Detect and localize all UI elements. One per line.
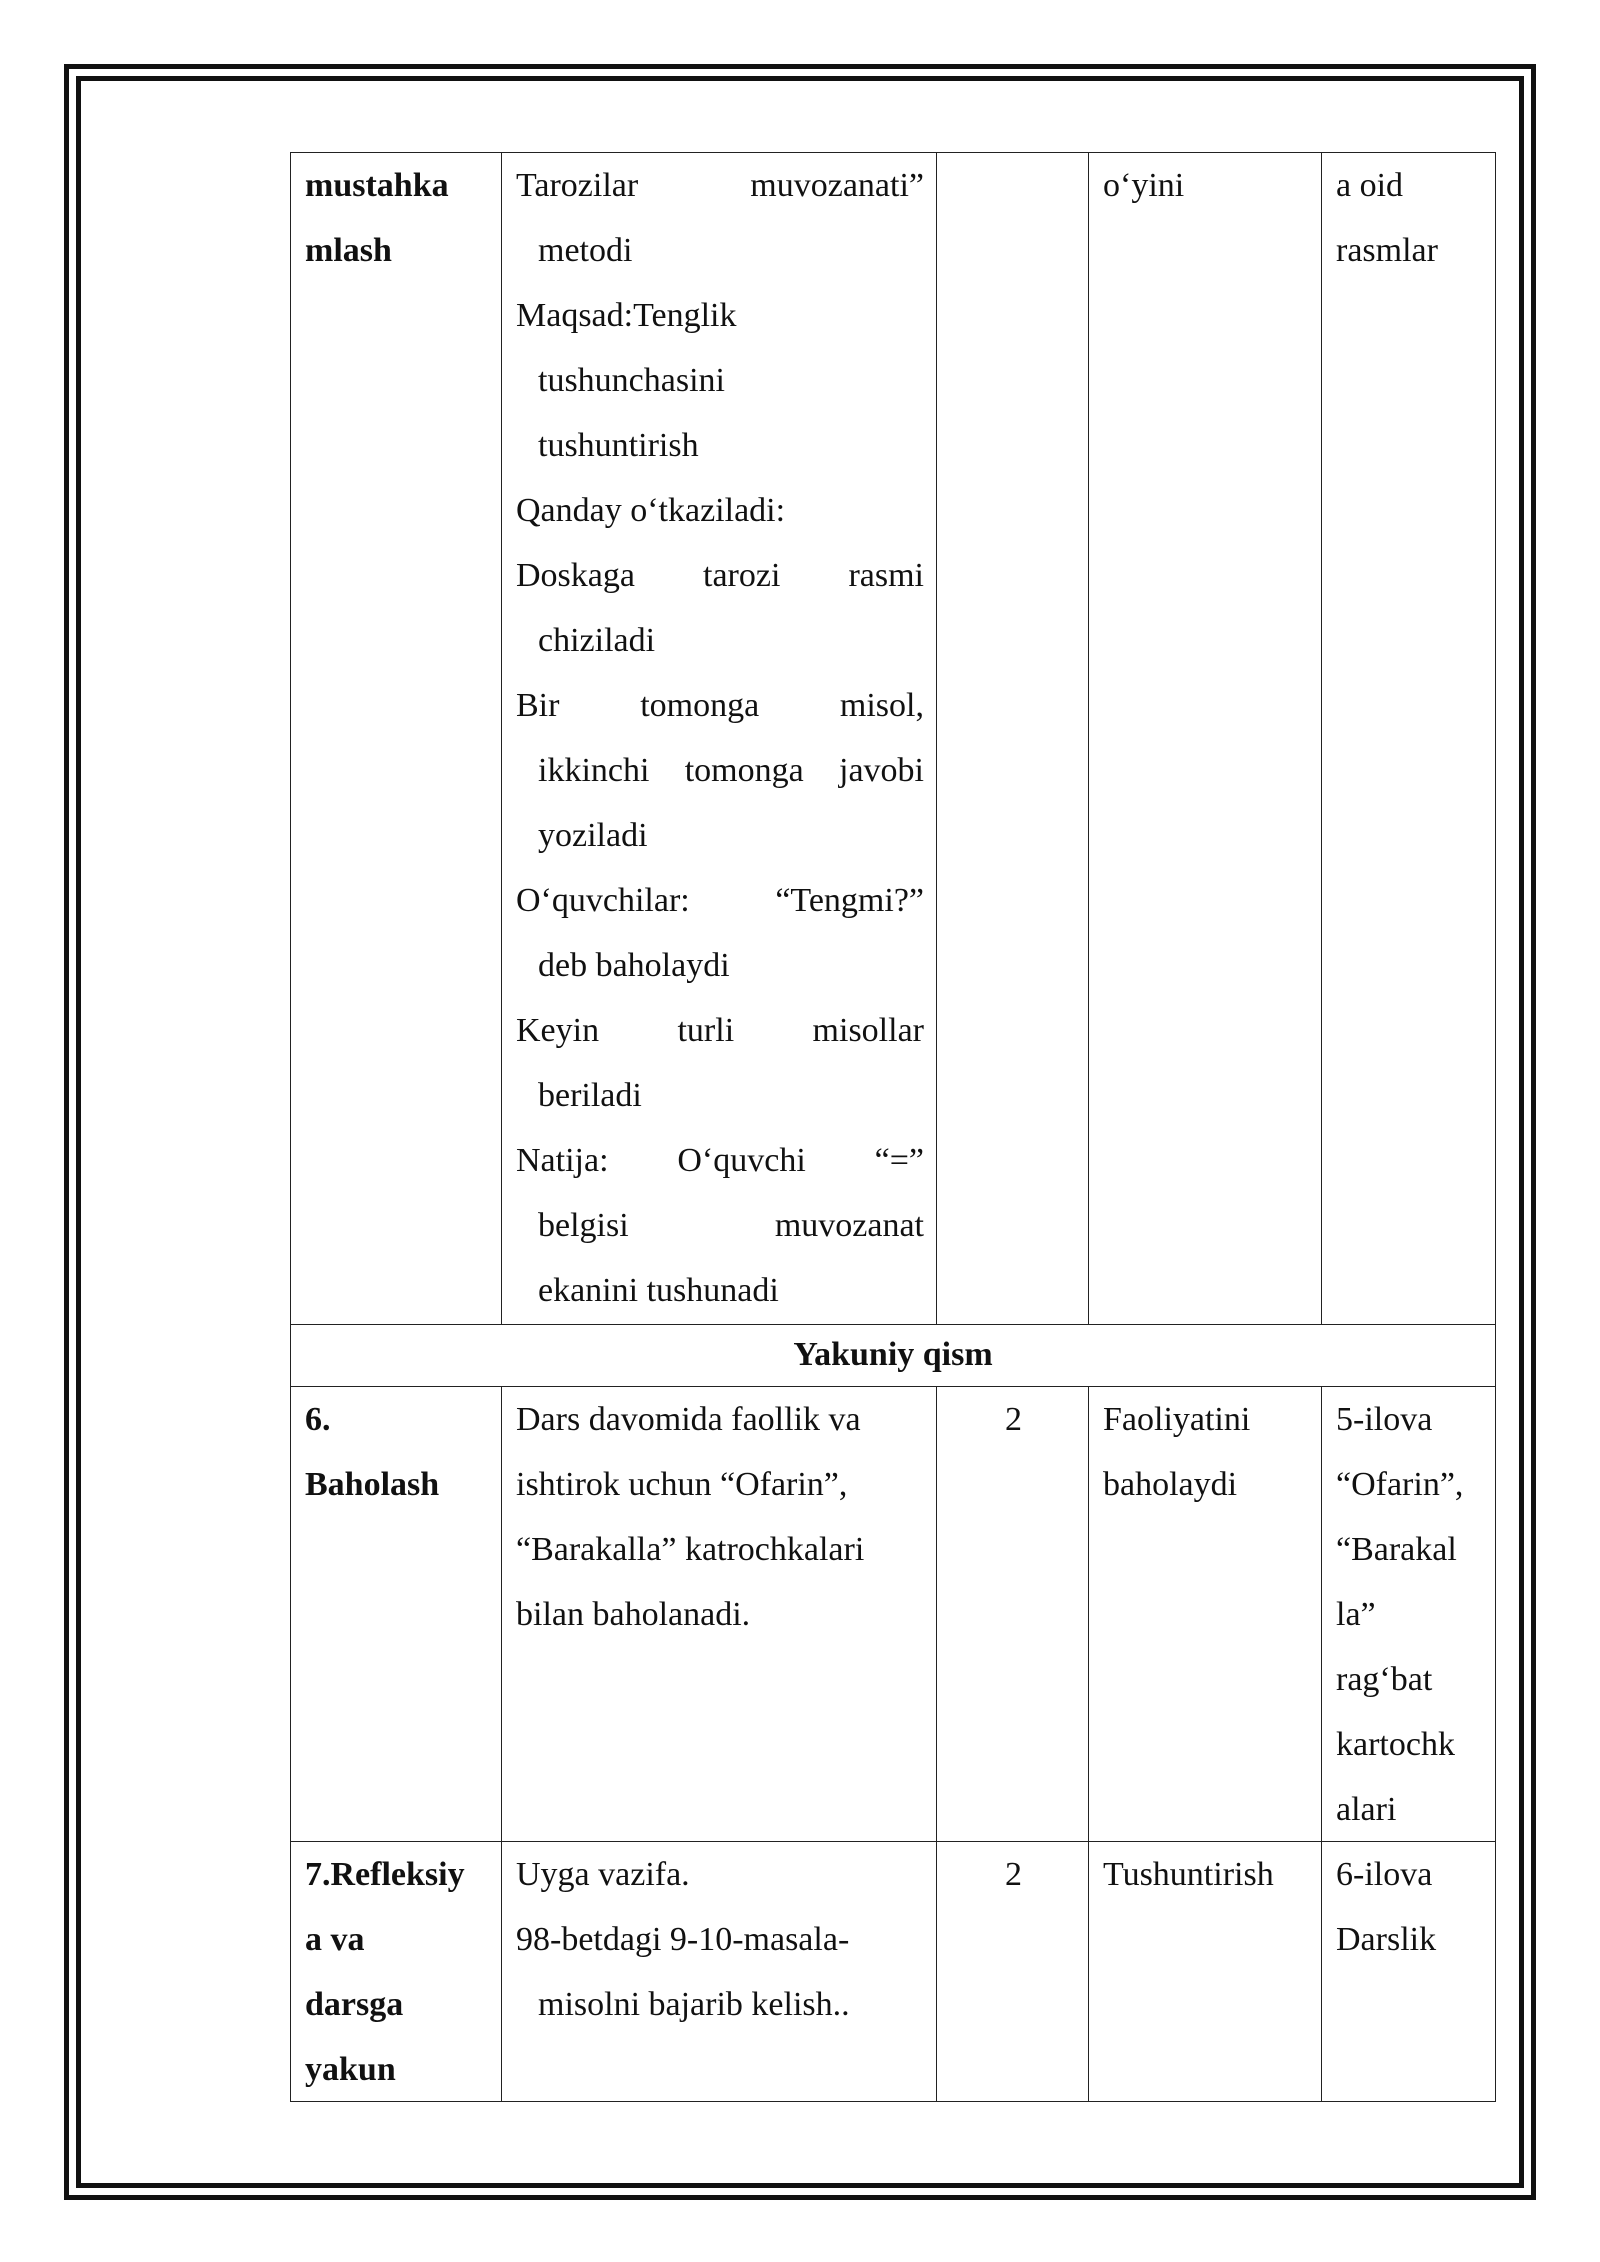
resources-line: a oid <box>1336 167 1404 204</box>
method-line-12: O‘quvchilar: “Tengmi?” <box>516 882 924 919</box>
method-line-11: yoziladi <box>538 817 648 854</box>
method-line-15: beriladi <box>538 1077 642 1114</box>
stage-text-line: 6. <box>305 1401 331 1438</box>
resources-line: 5-ilova <box>1336 1401 1433 1438</box>
teacher-cell-reinforcement <box>1088 152 1322 1325</box>
activity-line: misolni bajarib kelish.. <box>538 1986 850 2023</box>
activity-cell-reflection <box>501 1841 937 2102</box>
activity-line: Dars davomida faollik va <box>516 1401 861 1438</box>
teacher-text: o‘yini <box>1103 167 1185 204</box>
stage-text-line: mustahka <box>305 167 449 204</box>
method-line-14: Keyin turli misollar <box>516 1012 924 1049</box>
stage-text-line: 7.Refleksiy <box>305 1856 465 1893</box>
resources-line: Darslik <box>1336 1921 1437 1958</box>
method-line-6: Qanday o‘tkaziladi: <box>516 492 786 529</box>
activity-line: ishtirok uchun “Ofarin”, <box>516 1466 848 1503</box>
activity-line: 98-betdagi 9-10-masala- <box>516 1921 850 1958</box>
activity-line: “Barakalla” katrochkalari <box>516 1531 865 1568</box>
stage-text-line: yakun <box>305 2051 396 2088</box>
method-cell-scales <box>501 152 937 1325</box>
resources-cell-reinforcement <box>1321 152 1496 1325</box>
stage-text-line: Baholash <box>305 1466 440 1503</box>
activity-line: Uyga vazifa. <box>516 1856 690 1893</box>
time-value: 2 <box>1005 1856 1022 1893</box>
resources-line: la” <box>1336 1596 1376 1633</box>
time-cell-evaluation <box>936 1386 1089 1842</box>
method-line-18: ekanini tushunadi <box>538 1272 779 1309</box>
method-line-3: Maqsad:Tenglik <box>516 297 737 334</box>
method-line-17: belgisi muvozanat <box>538 1207 924 1244</box>
resources-line: alari <box>1336 1791 1397 1828</box>
stage-text-line: darsga <box>305 1986 404 2023</box>
method-line-9: Bir tomonga misol, <box>516 687 924 724</box>
resources-line: rasmlar <box>1336 232 1438 269</box>
teacher-cell-reflection <box>1088 1841 1322 2102</box>
stage-text-line: a va <box>305 1921 365 1958</box>
method-line-5: tushuntirish <box>538 427 699 464</box>
resources-line: rag‘bat <box>1336 1661 1433 1698</box>
resources-cell-evaluation <box>1321 1386 1496 1842</box>
resources-cell-reflection <box>1321 1841 1496 2102</box>
time-value: 2 <box>1005 1401 1022 1438</box>
method-line-10: ikkinchi tomonga javobi <box>538 752 924 789</box>
activity-cell-evaluation <box>501 1386 937 1842</box>
time-cell-reflection <box>936 1841 1089 2102</box>
teacher-text-line: Faoliyatini <box>1103 1401 1251 1438</box>
teacher-cell-evaluation <box>1088 1386 1322 1842</box>
resources-line: “Barakal <box>1336 1531 1457 1568</box>
lesson-plan-table <box>290 152 1496 2102</box>
method-line-16: Natija: O‘quvchi “=” <box>516 1142 924 1179</box>
stage-text-line: mlash <box>305 232 392 269</box>
stage-cell-evaluation <box>290 1386 502 1842</box>
teacher-text: Tushuntirish <box>1103 1856 1274 1893</box>
method-line-1: Tarozilar muvozanati” <box>516 167 924 204</box>
teacher-text-line: baholaydi <box>1103 1466 1238 1503</box>
method-line-13: deb baholaydi <box>538 947 730 984</box>
stage-cell-reflection <box>290 1841 502 2102</box>
time-value <box>951 153 1076 218</box>
resources-line: “Ofarin”, <box>1336 1466 1464 1503</box>
resources-line: kartochk <box>1336 1726 1455 1763</box>
section-header-final-part <box>290 1324 1496 1387</box>
method-line-8: chiziladi <box>538 622 656 659</box>
method-line-7: Doskaga tarozi rasmi <box>516 557 924 594</box>
method-line-4: tushunchasini <box>538 362 725 399</box>
resources-line: 6-ilova <box>1336 1856 1433 1893</box>
activity-line: bilan baholanadi. <box>516 1596 751 1633</box>
section-title: Yakuniy qism <box>793 1336 993 1373</box>
stage-cell-reinforcement <box>290 152 502 1325</box>
method-line-2: metodi <box>538 232 633 269</box>
time-cell-reinforcement <box>936 152 1089 1325</box>
